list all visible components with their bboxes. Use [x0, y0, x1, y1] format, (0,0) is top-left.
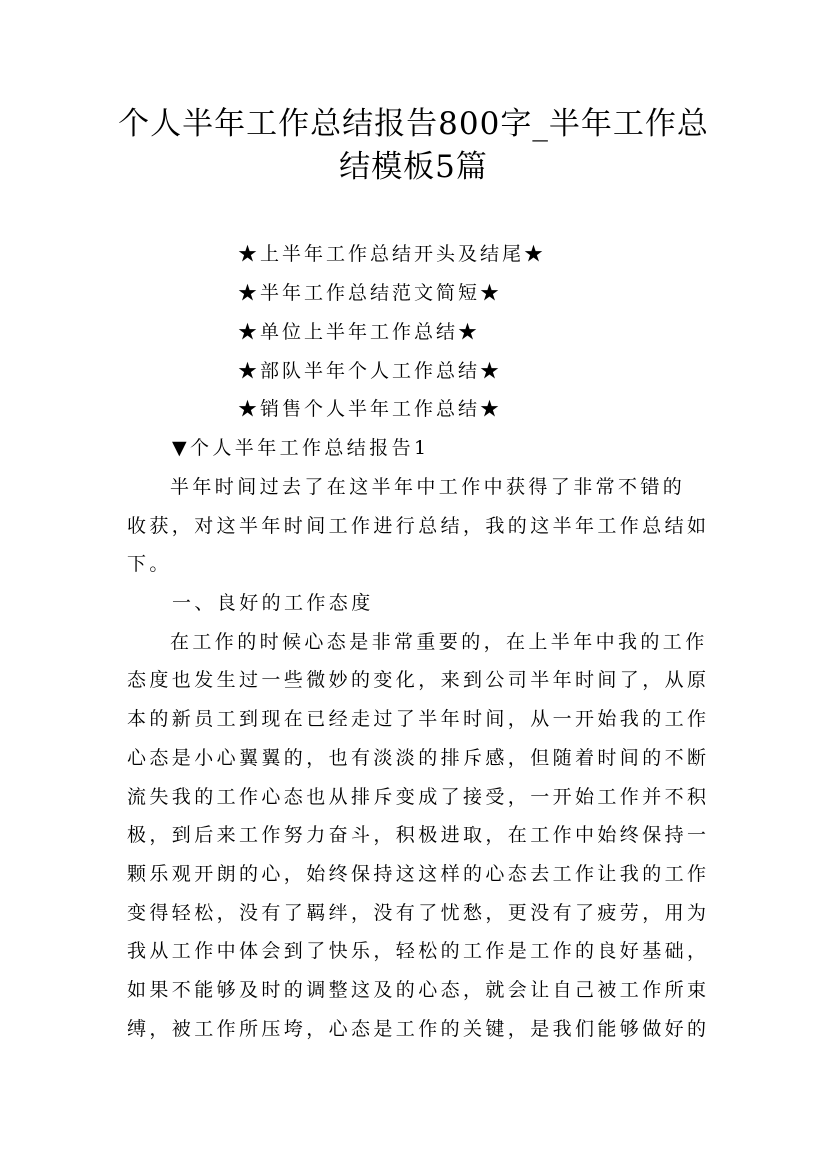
- toc-item: ★单位上半年工作总结★: [238, 321, 481, 343]
- paragraph-line: 下。: [127, 553, 172, 575]
- paragraph-line: 半年时间过去了在这半年中工作中获得了非常不错的: [170, 476, 686, 498]
- paragraph-line: 变得轻松，没有了羁绊，没有了忧愁，更没有了疲劳，用为: [127, 902, 710, 924]
- toc-item: ★部队半年个人工作总结★: [238, 360, 503, 382]
- paragraph-line: 如果不能够及时的调整这及的心态，就会让自己被工作所束: [127, 979, 710, 1001]
- toc-item: ★上半年工作总结开头及结尾★: [238, 243, 547, 265]
- paragraph-line: 收获，对这半年时间工作进行总结，我的这半年工作总结如: [127, 515, 710, 537]
- subheading: 一、良好的工作态度: [172, 592, 374, 614]
- section-heading: ▼个人半年工作总结报告1: [172, 437, 430, 459]
- paragraph-line: 态度也发生过一些微妙的变化，来到公司半年时间了，从原: [127, 669, 710, 691]
- paragraph-line: 本的新员工到现在已经走过了半年时间，从一开始我的工作: [127, 708, 710, 730]
- paragraph-line: 流失我的工作心态也从排斥变成了接受，一开始工作并不积: [127, 786, 710, 808]
- paragraph-line: 缚，被工作所压垮，心态是工作的关键，是我们能够做好的: [127, 1018, 710, 1040]
- paragraph-line: 我从工作中体会到了快乐，轻松的工作是工作的良好基础，: [127, 940, 710, 962]
- toc-item: ★半年工作总结范文简短★: [238, 282, 503, 304]
- document-title-line-2: 结模板5篇: [339, 149, 488, 185]
- paragraph-line: 心态是小心翼翼的，也有淡淡的排斥感，但随着时间的不断: [127, 747, 710, 769]
- paragraph-line: 在工作的时候心态是非常重要的，在上半年中我的工作: [170, 631, 708, 653]
- toc-item: ★销售个人半年工作总结★: [238, 398, 503, 420]
- paragraph-line: 颗乐观开朗的心，始终保持这这样的心态去工作让我的工作: [127, 863, 710, 885]
- paragraph-line: 极，到后来工作努力奋斗，积极进取，在工作中始终保持一: [127, 824, 710, 846]
- document-title-line-1: 个人半年工作总结报告800字_半年工作总: [118, 106, 709, 142]
